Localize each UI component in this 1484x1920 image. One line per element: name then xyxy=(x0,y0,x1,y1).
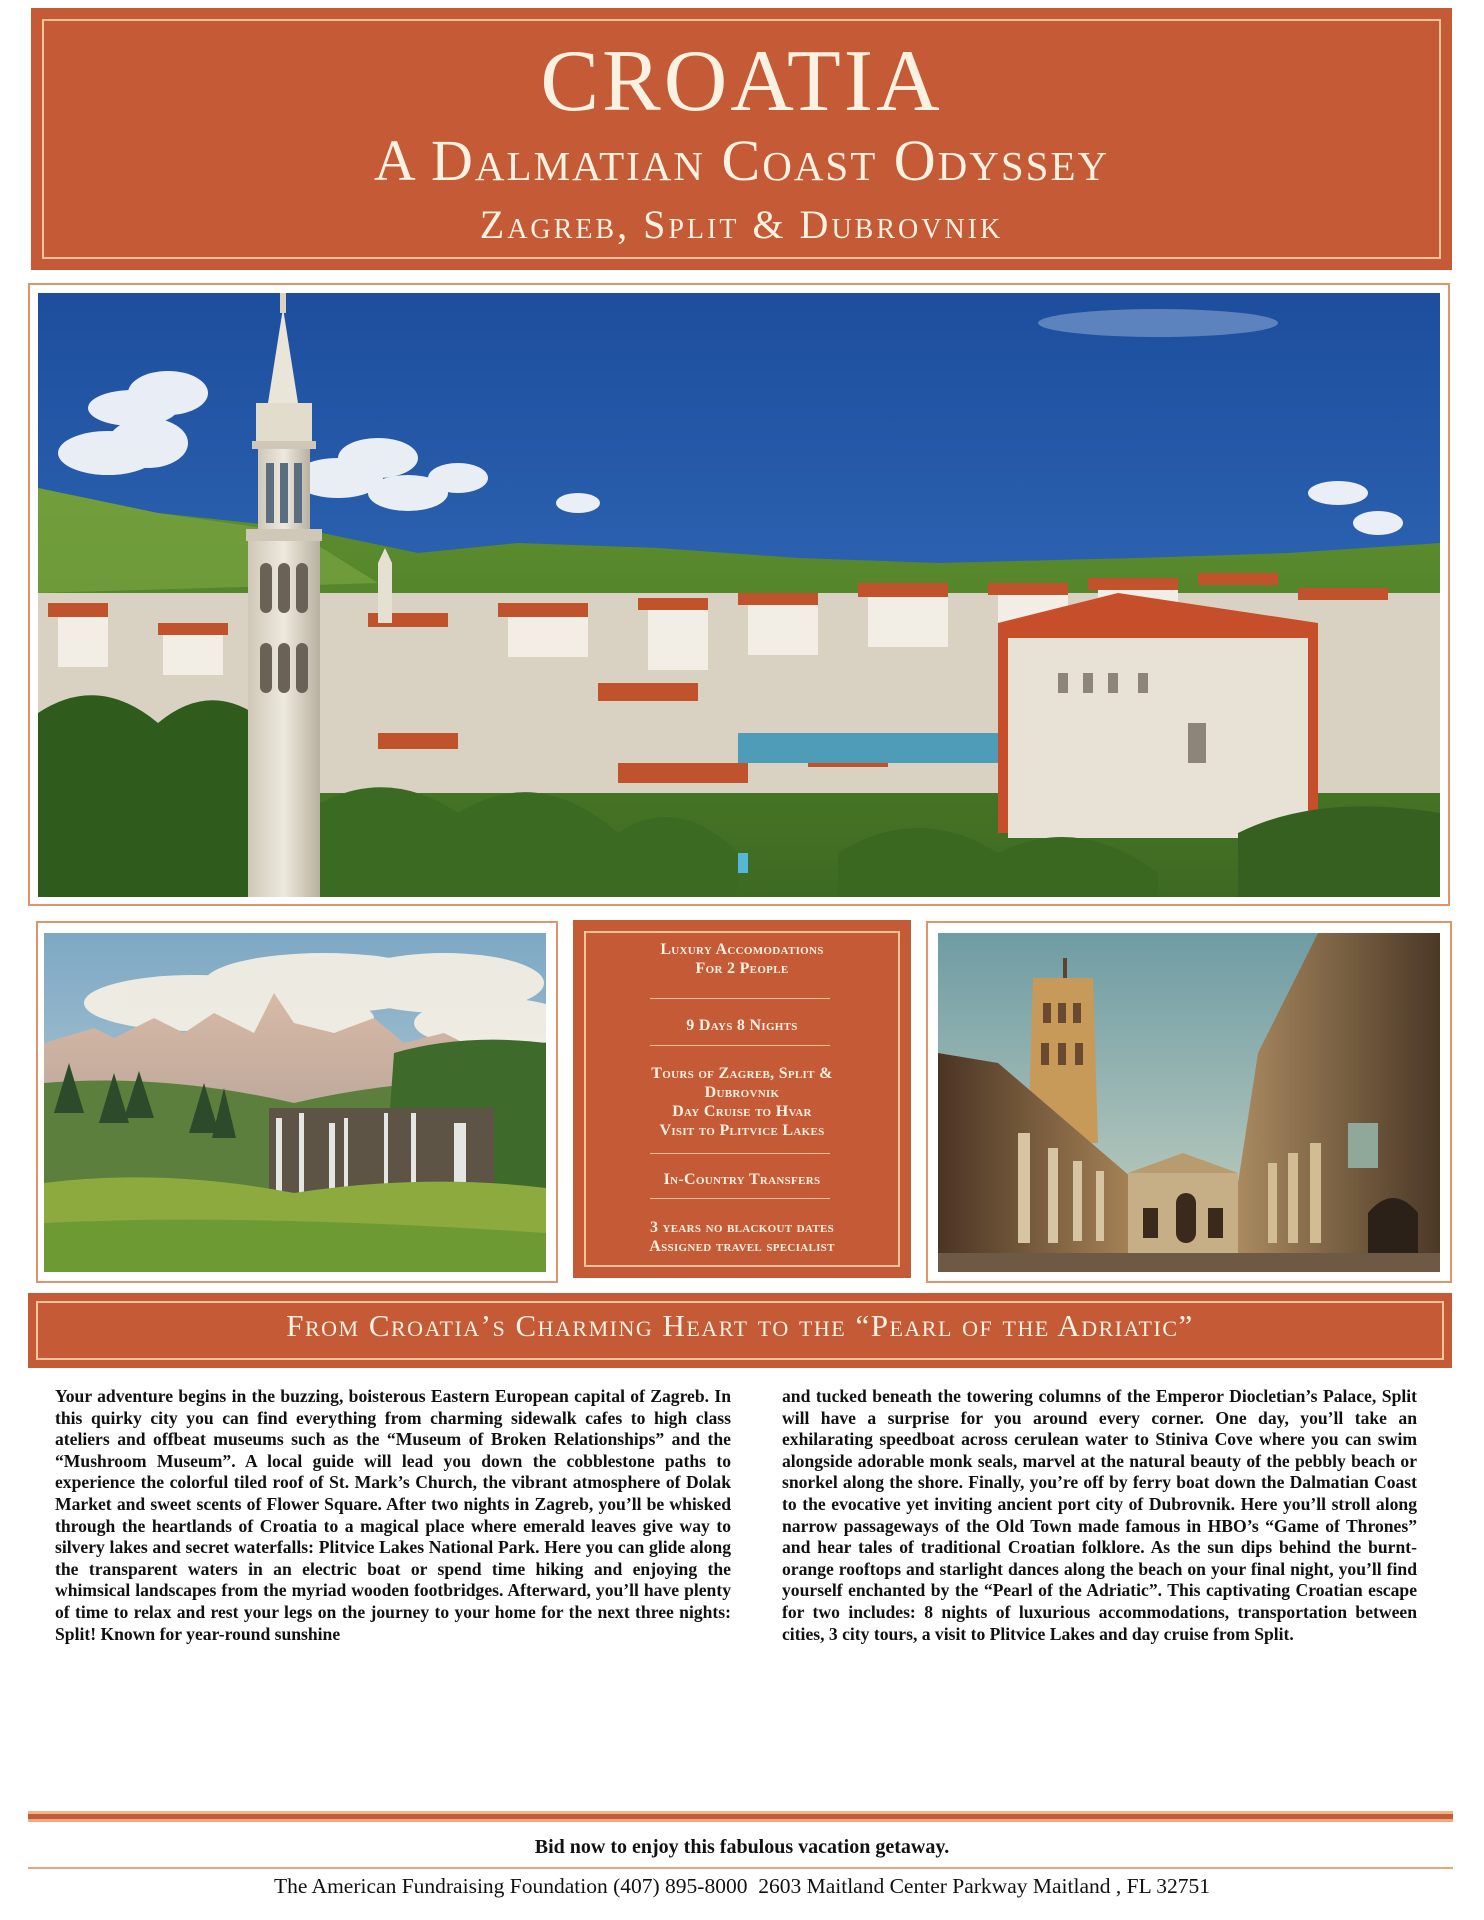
feature-divider xyxy=(650,1045,830,1046)
feature-line: Luxury Accomodations xyxy=(660,941,824,958)
feature-duration xyxy=(573,1016,911,1035)
feature-accommodations xyxy=(573,940,911,978)
feature-line: Assigned travel specialist xyxy=(649,1238,835,1255)
feature-transfers xyxy=(573,1170,911,1189)
feature-line: Tours of Zagreb, Split & xyxy=(651,1065,833,1082)
banner-heading: From Croatia’s Charming Heart to the “Pearl of the Adriatic” xyxy=(286,1308,1194,1343)
feature-line: 9 Days 8 Nights xyxy=(686,1017,798,1034)
hvar-town-image xyxy=(38,293,1440,897)
feature-line: For 2 People xyxy=(695,960,789,977)
title-header xyxy=(31,8,1452,270)
organization-contact: The American Fundraising Foundation (407) 895-8000 2603 Maitland Center Parkway Maitland , FL 32751 xyxy=(273,1874,1211,1898)
footer-divider-light-bottom xyxy=(28,1819,1453,1822)
page-subtitle: A Dalmatian Coast Odyssey xyxy=(373,128,1110,193)
plitvice-waterfall-image xyxy=(44,933,546,1272)
destination-cities: Zagreb, Split & Dubrovnik xyxy=(479,202,1004,247)
left-photo xyxy=(44,933,546,1272)
feature-terms xyxy=(573,1218,911,1256)
description-right-column: and tucked beneath the towering columns of the Emperor Diocletian’s Palace, Split will have a surprise for you around every corner. One day, you’ll take an exhilarating speedboat across cerulean water to Stiniva Cove where you can swim alongside adorable monk seals, marvel at the natural beauty of the pebbly beach or snorkel along the shore. Finally, you’re off by ferry boat down the Dalmatian Coast to the evocative yet inviting ancient port city of Dubrovnik. Here you’ll stroll along narrow passageways of the Old Town made famous in HBO’s “Game of Thrones” and hear tales of traditional Croatian folklore. As the sun dips behind the burnt-orange rooftops and starlight dances along the beach on your final night, you’ll find yourself enchanted by the “Pearl of the Adriatic”. This captivating Croatian escape for two includes: 8 nights of luxurious accommodations, transportation between cities, 3 city tours, a visit to Plitvice Lakes and day cruise from Split. xyxy=(782,1386,1417,1644)
right-photo xyxy=(938,933,1440,1272)
description-left-column: Your adventure begins in the buzzing, boisterous Eastern European capital of Zagreb. In this quirky city you can find everything from charming sidewalk cafes to high class ateliers and offbeat museums such as the “Museum of Broken Relationships” and the “Mushroom Museum”. A local guide will lead you down the cobblestone paths to experience the colorful tiled roof of St. Mark’s Church, the vibrant atmosphere of Dolak Market and sweet scents of Flower Square. After two nights in Zagreb, you’ll be whisked through the heartlands of Croatia to a magical place where emerald leaves give way to silvery lakes and secret waterfalls: Plitvice Lakes National Park. Here you can glide along the transparent waters in an electric boat or spend time hiking and enjoying the whimsical landscapes from the myriad wooden footbridges. Afterward, you’ll have plenty of time to relax and rest your legs on the journey to your home for the next three nights: Split! Known for year-round sunshine xyxy=(55,1386,731,1644)
feature-tours xyxy=(573,1064,911,1140)
page-title: CROATIA xyxy=(540,33,943,130)
call-to-action: Bid now to enjoy this fabulous vacation getaway. xyxy=(534,1836,950,1858)
section-banner xyxy=(28,1293,1452,1368)
main-photo xyxy=(38,293,1440,897)
feature-line: Dubrovnik xyxy=(704,1084,780,1101)
feature-divider xyxy=(650,1153,830,1154)
feature-line: In-Country Transfers xyxy=(663,1171,821,1188)
footer-thin-divider xyxy=(28,1867,1453,1869)
feature-line: Day Cruise to Hvar xyxy=(672,1103,812,1120)
feature-divider xyxy=(650,1198,830,1199)
feature-line: Visit to Plitvice Lakes xyxy=(659,1122,825,1139)
feature-divider xyxy=(650,998,830,999)
feature-line: 3 years no blackout dates xyxy=(649,1219,835,1236)
package-features-box xyxy=(573,920,911,1278)
diocletian-palace-image xyxy=(938,933,1440,1272)
